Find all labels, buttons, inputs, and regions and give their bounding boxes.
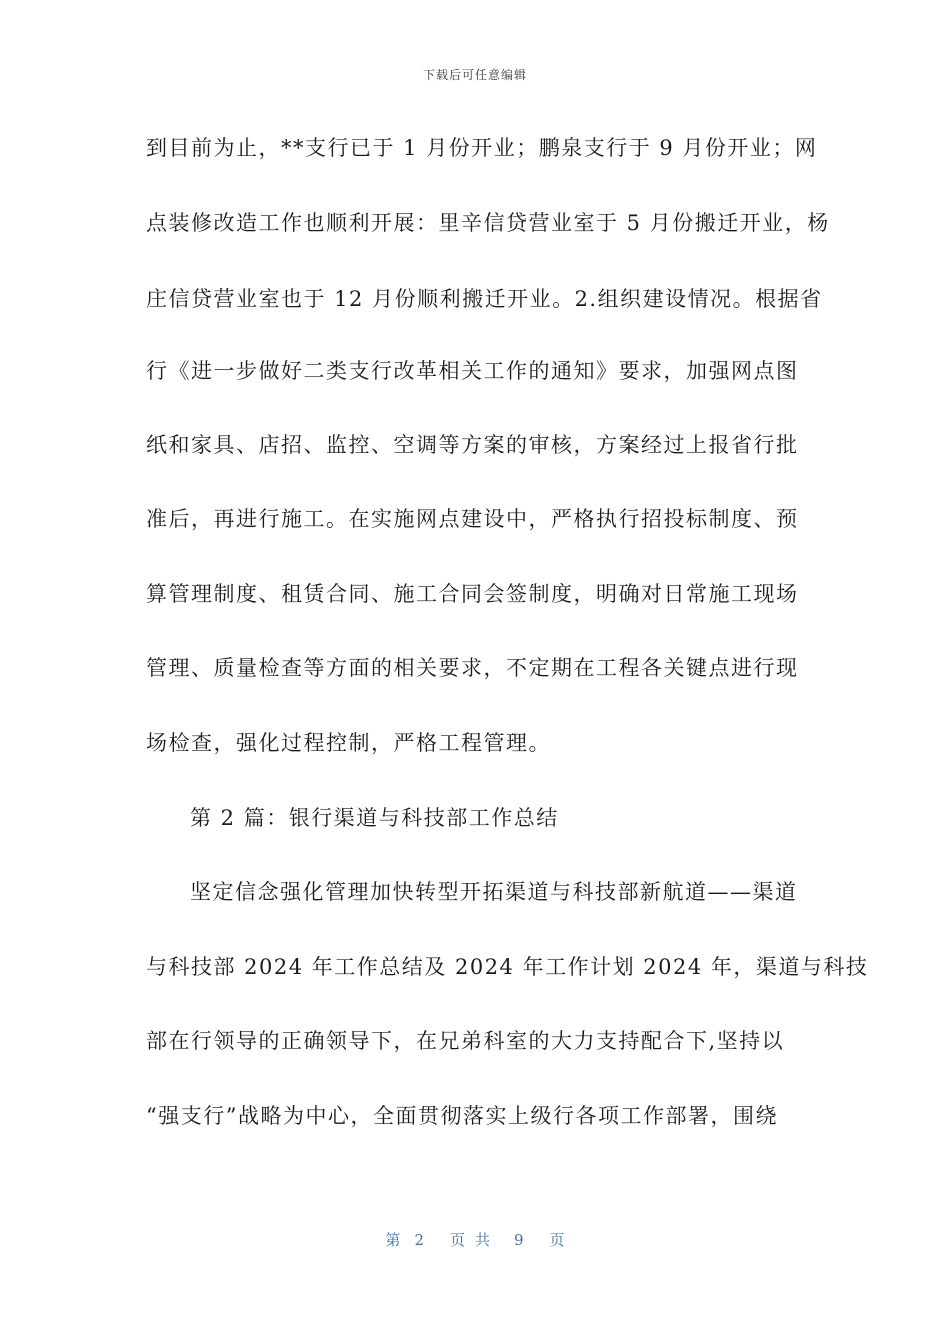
footer-current-page: 2 [414,1231,424,1249]
body-line-4: 行《进一步做好二类支行改革相关工作的通知》要求，加强网点图 [146,359,799,383]
body-line-14: “强支行”战略为中心，全面贯彻落实上级行各项工作部署，围绕 [146,1104,778,1128]
section-heading: 第 2 篇：银行渠道与科技部工作总结 [190,806,559,830]
footer-prefix: 第 [385,1231,401,1249]
body-line-6: 准后，再进行施工。在实施网点建设中，严格执行招投标制度、预 [146,507,799,531]
body-line-11: 坚定信念强化管理加快转型开拓渠道与科技部新航道——渠道 [190,880,798,904]
footer-suffix: 页 [549,1231,565,1249]
page-header-note: 下载后可任意编辑 [422,68,527,82]
body-line-1: 到目前为止，**支行已于 1 月份开业；鹏泉支行于 9 月份开业；网 [146,136,818,160]
body-line-7: 算管理制度、租赁合同、施工合同会签制度，明确对日常施工现场 [146,582,799,606]
body-line-9: 场检查，强化过程控制，严格工程管理。 [146,731,551,755]
body-line-5: 纸和家具、店招、监控、空调等方案的审核，方案经过上报省行批 [146,433,799,457]
body-line-3: 庄信贷营业室也于 12 月份顺利搬迁开业。2.组织建设情况。根据省 [146,287,823,311]
body-line-12: 与科技部 2024 年工作总结及 2024 年工作计划 2024 年，渠道与科技 [146,955,869,979]
body-line-8: 管理、质量检查等方面的相关要求，不定期在工程各关键点进行现 [146,656,799,680]
footer-total-pages: 9 [514,1231,524,1249]
footer-middle: 页共 [449,1231,500,1249]
body-line-13: 部在行领导的正确领导下，在兄弟科室的大力支持配合下,坚持以 [146,1029,785,1053]
page-footer [0,1229,950,1250]
body-line-2: 点装修改造工作也顺利开展：里辛信贷营业室于 5 月份搬迁开业，杨 [146,211,830,235]
